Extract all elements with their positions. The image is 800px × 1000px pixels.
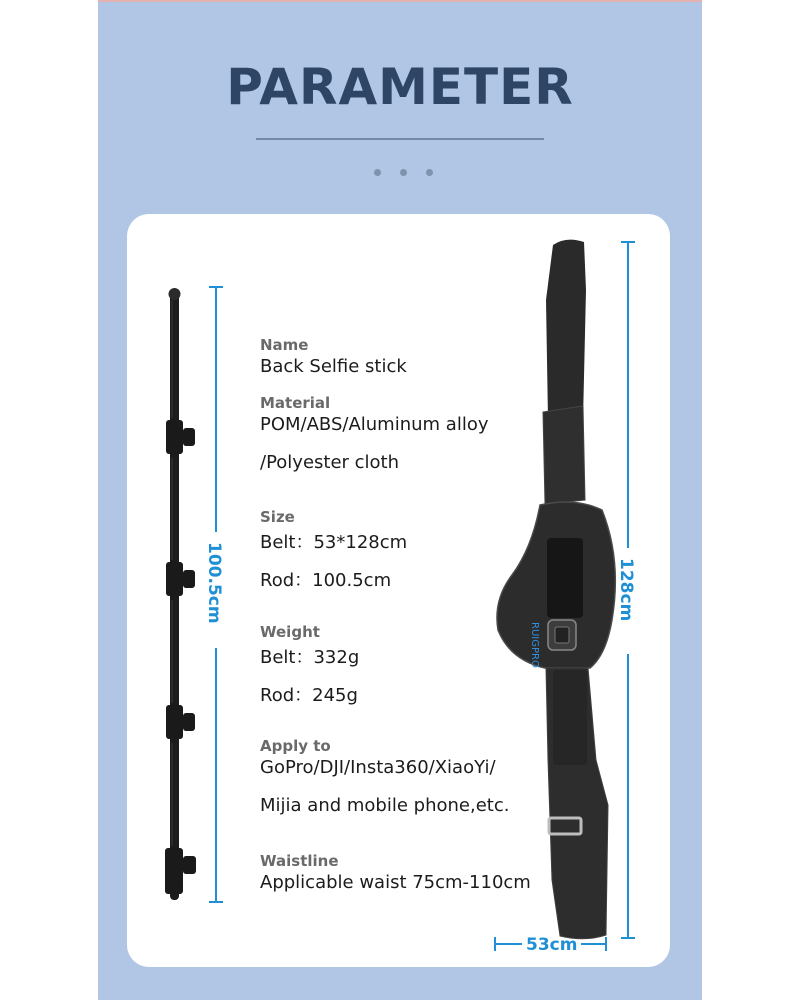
waistline-value: Applicable waist 75cm-110cm	[260, 872, 531, 893]
rod-weight-value: Rod：245g	[260, 685, 358, 706]
rod-length-label: 100.5cm	[204, 542, 224, 624]
selfie-stick-image	[165, 288, 196, 900]
material-value: POM/ABS/Aluminum alloy	[260, 414, 489, 435]
size-label: Size	[260, 508, 295, 526]
belt-weight-value: Belt：332g	[260, 647, 360, 668]
weight-label: Weight	[260, 623, 320, 641]
rod-size-value: Rod：100.5cm	[260, 570, 392, 591]
apply-to-value-continued: Mijia and mobile phone,etc.	[260, 795, 510, 816]
apply-to-value: GoPro/DJI/Insta360/XiaoYi/	[260, 757, 496, 778]
belt-size-value: Belt：53*128cm	[260, 532, 408, 553]
apply-to-label: Apply to	[260, 737, 331, 755]
material-value-continued: /Polyester cloth	[260, 452, 400, 473]
belt-width-label: 53cm	[526, 935, 578, 955]
svg-text:RUIGPRO: RUIGPRO	[529, 622, 540, 668]
waistline-label: Waistline	[260, 852, 339, 870]
name-value: Back Selfie stick	[260, 356, 407, 377]
belt-image	[497, 240, 615, 939]
page-title: PARAMETER	[226, 58, 574, 116]
name-label: Name	[260, 336, 309, 354]
belt-length-label: 128cm	[616, 558, 636, 622]
material-label: Material	[260, 394, 331, 412]
